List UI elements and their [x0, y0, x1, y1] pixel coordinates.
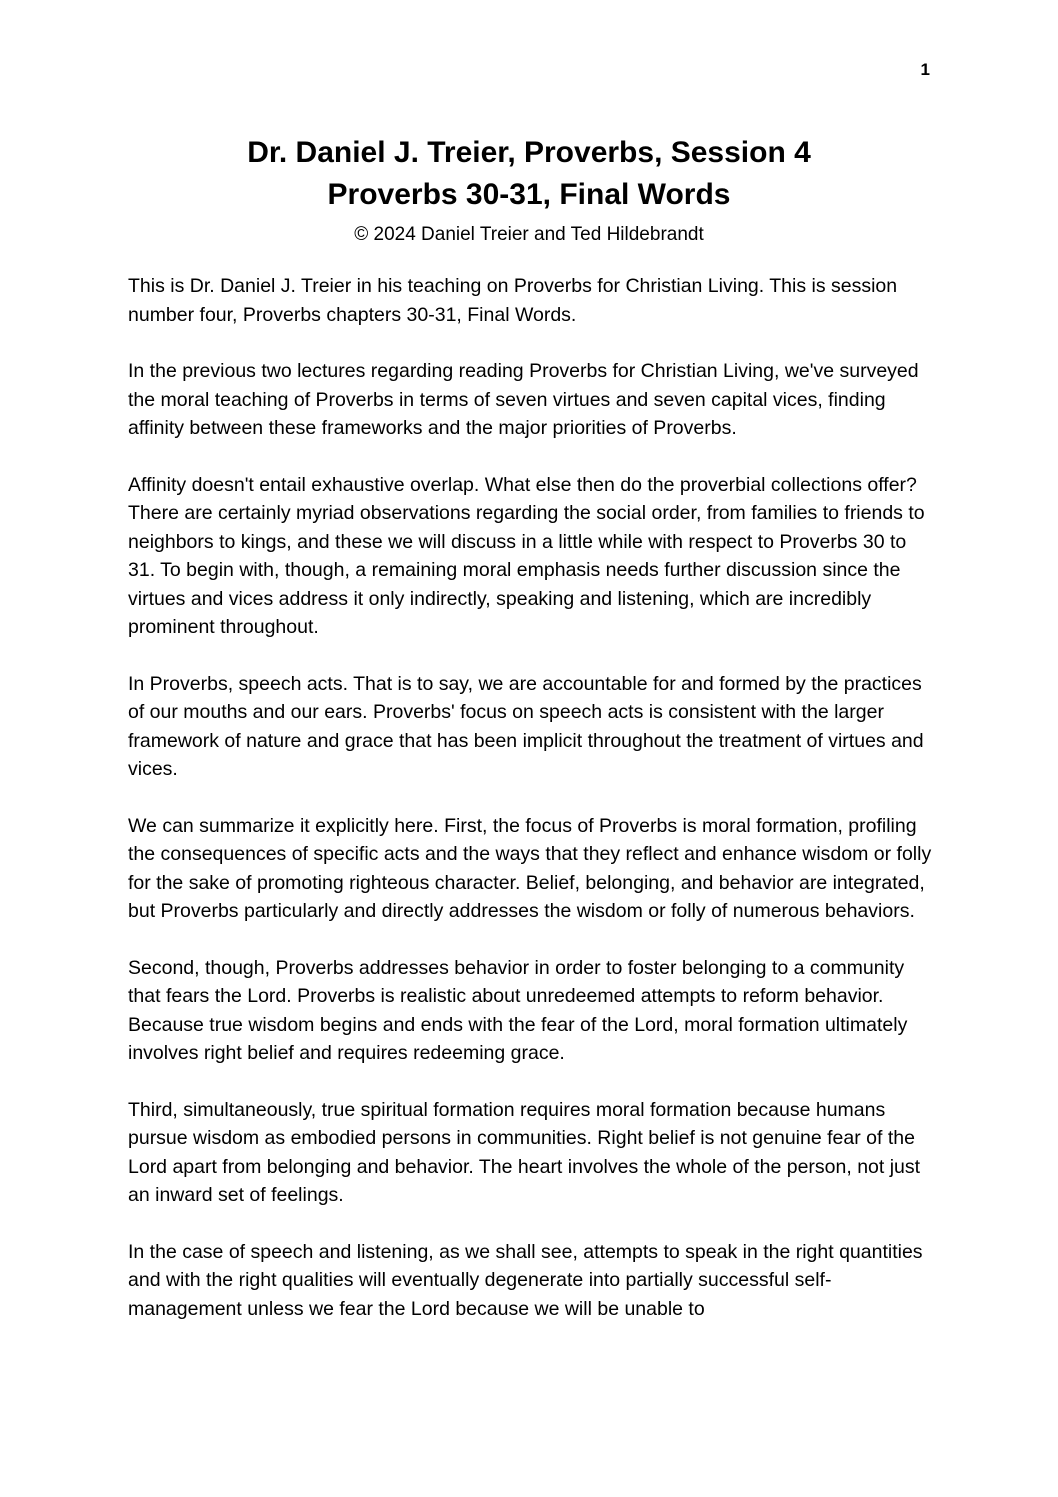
paragraph-3: Affinity doesn't entail exhaustive overlap. What else then do the proverbial collections offer? There are certainly myriad observations regarding the social order, from families to friends to neighbors to kings, and these we will discuss in a little while with respect to Proverbs 30 to 31. To begin with, though, a remaining moral emphasis needs further discussion since the virtues and vices address it only indirectly, speaking and listening, which are incredibly prominent throughout.	[128, 473, 925, 638]
document-header	[0, 0, 1058, 248]
document-title	[0, 132, 1058, 216]
document-body	[0, 248, 1058, 1323]
paragraph-4: In Proverbs, speech acts. That is to say, we are accountable for and formed by the practices of our mouths and our ears. Proverbs' focus on speech acts is consistent with the larger framework of nature and grace that has been implicit throughout the treatment of virtues and vices.	[128, 672, 924, 780]
paragraph-1: This is Dr. Daniel J. Treier in his teaching on Proverbs for Christian Living. This is session number four, Proverbs chapters 30-31, Final Words.	[128, 275, 898, 326]
title-line-2: Proverbs 30-31, Final Words	[327, 178, 731, 211]
paragraph-8: In the case of speech and listening, as we shall see, attempts to speak in the right quantities and with the right qualities will eventually degenerate into partially successful self-management unless we fear the Lord because we will be unable to	[128, 1240, 923, 1320]
title-line-1: Dr. Daniel J. Treier, Proverbs, Session 4	[247, 136, 811, 169]
paragraph-7: Third, simultaneously, true spiritual formation requires moral formation because humans pursue wisdom as embodied persons in communities. Right belief is not genuine fear of the Lord apart from belonging and behavior. The heart involves the whole of the person, not just an inward set of feelings.	[128, 1098, 921, 1206]
paragraph-2: In the previous two lectures regarding reading Proverbs for Christian Living, we've surveyed the moral teaching of Proverbs in terms of seven virtues and seven capital vices, finding affinity between these frameworks and the major priorities of Proverbs.	[128, 360, 919, 439]
paragraph-6: Second, though, Proverbs addresses behavior in order to foster belonging to a community that fears the Lord. Proverbs is realistic about unredeemed attempts to reform behavior. Because true wisdom begins and ends with the fear of the Lord, moral formation ultimately involves right belief and requires redeeming grace.	[128, 956, 908, 1064]
copyright-line: © 2024 Daniel Treier and Ted Hildebrandt	[354, 224, 704, 245]
page-number: 1	[920, 60, 930, 79]
paragraph-5: We can summarize it explicitly here. First, the focus of Proverbs is moral formation, profiling the consequences of specific acts and the ways that they reflect and enhance wisdom or folly for the sake of promoting righteous character. Belief, belonging, and behavior are integrated, but Proverbs particularly and directly addresses the wisdom or folly of numerous behaviors.	[128, 814, 932, 922]
